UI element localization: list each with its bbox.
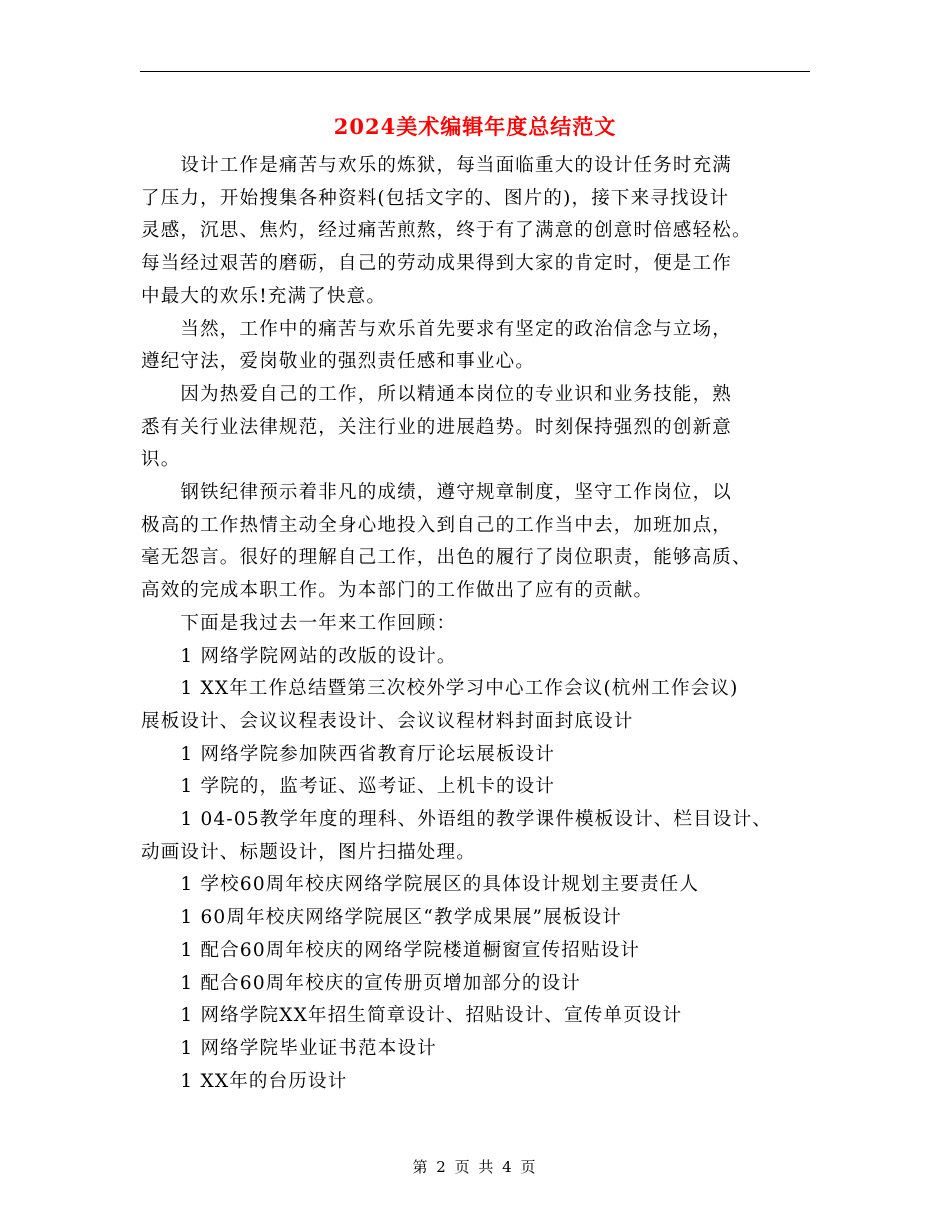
body-line: 中最大的欢乐!充满了快意。 [141, 285, 387, 307]
header-rule [140, 71, 810, 72]
body-line: 1 网络学院网站的改版的设计。 [141, 645, 457, 667]
document-body [141, 150, 821, 1098]
body-line: 1 配合60周年校庆的宣传册页增加部分的设计 [141, 972, 581, 994]
body-line: 极高的工作热情主动全身心地投入到自己的工作当中去，加班加点， [141, 514, 733, 536]
body-line: 高效的完成本职工作。为本部门的工作做出了应有的贡献。 [141, 580, 654, 602]
body-line: 1 04-05教学年度的理科、外语组的教学课件模板设计、栏目设计、 [141, 809, 772, 831]
body-line: 动画设计、标题设计，图片扫描处理。 [141, 841, 476, 863]
body-line: 每当经过艰苦的磨砺，自己的劳动成果得到大家的肯定时，便是工作 [141, 253, 733, 275]
page-number: 第 2 页 共 4 页 [412, 1158, 538, 1176]
body-line: 下面是我过去一年来工作回顾： [141, 612, 457, 634]
body-line: 设计工作是痛苦与欢乐的炼狱，每当面临重大的设计任务时充满 [141, 155, 733, 176]
body-line: 1 60周年校庆网络学院展区“教学成果展”展板设计 [141, 907, 623, 929]
body-line: 展板设计、会议议程表设计、会议议程材料封面封底设计 [141, 710, 634, 732]
document-title: 2024美术编辑年度总结范文 [333, 114, 617, 139]
body-line: 遵纪守法，爱岗敬业的强烈责任感和事业心。 [141, 351, 536, 373]
body-line: 1 网络学院XX年招生简章设计、招贴设计、宣传单页设计 [141, 1005, 683, 1027]
body-line: 1 学校60周年校庆网络学院展区的具体设计规划主要责任人 [141, 874, 700, 896]
body-line: 1 学院的，监考证、巡考证、上机卡的设计 [141, 776, 556, 798]
body-line: 悉有关行业法律规范，关注行业的进展趋势。时刻保持强烈的创新意 [141, 416, 733, 438]
body-line: 了压力，开始搜集各种资料(包括文字的、图片的)，接下来寻找设计 [141, 187, 730, 209]
body-line: 1 配合60周年校庆的网络学院楼道橱窗宣传招贴设计 [141, 939, 641, 961]
body-line: 因为热爱自己的工作，所以精通本岗位的专业识和业务技能，熟 [141, 383, 733, 405]
body-line: 识。 [141, 449, 181, 471]
body-line: 当然，工作中的痛苦与欢乐首先要求有坚定的政治信念与立场， [141, 318, 733, 340]
body-line: 1 XX年工作总结暨第三次校外学习中心工作会议(杭州工作会议) [141, 678, 739, 700]
body-line: 毫无怨言。很好的理解自己工作，出色的履行了岗位职责，能够高质、 [141, 547, 752, 569]
body-line: 1 网络学院毕业证书范本设计 [141, 1037, 437, 1059]
body-line: 1 网络学院参加陕西省教育厅论坛展板设计 [141, 743, 556, 765]
body-line: 钢铁纪律预示着非凡的成绩，遵守规章制度，坚守工作岗位，以 [141, 482, 733, 504]
body-line: 1 XX年的台历设计 [141, 1070, 348, 1092]
body-line: 灵感，沉思、焦灼，经过痛苦煎熬，终于有了满意的创意时倍感轻松。 [141, 220, 752, 242]
